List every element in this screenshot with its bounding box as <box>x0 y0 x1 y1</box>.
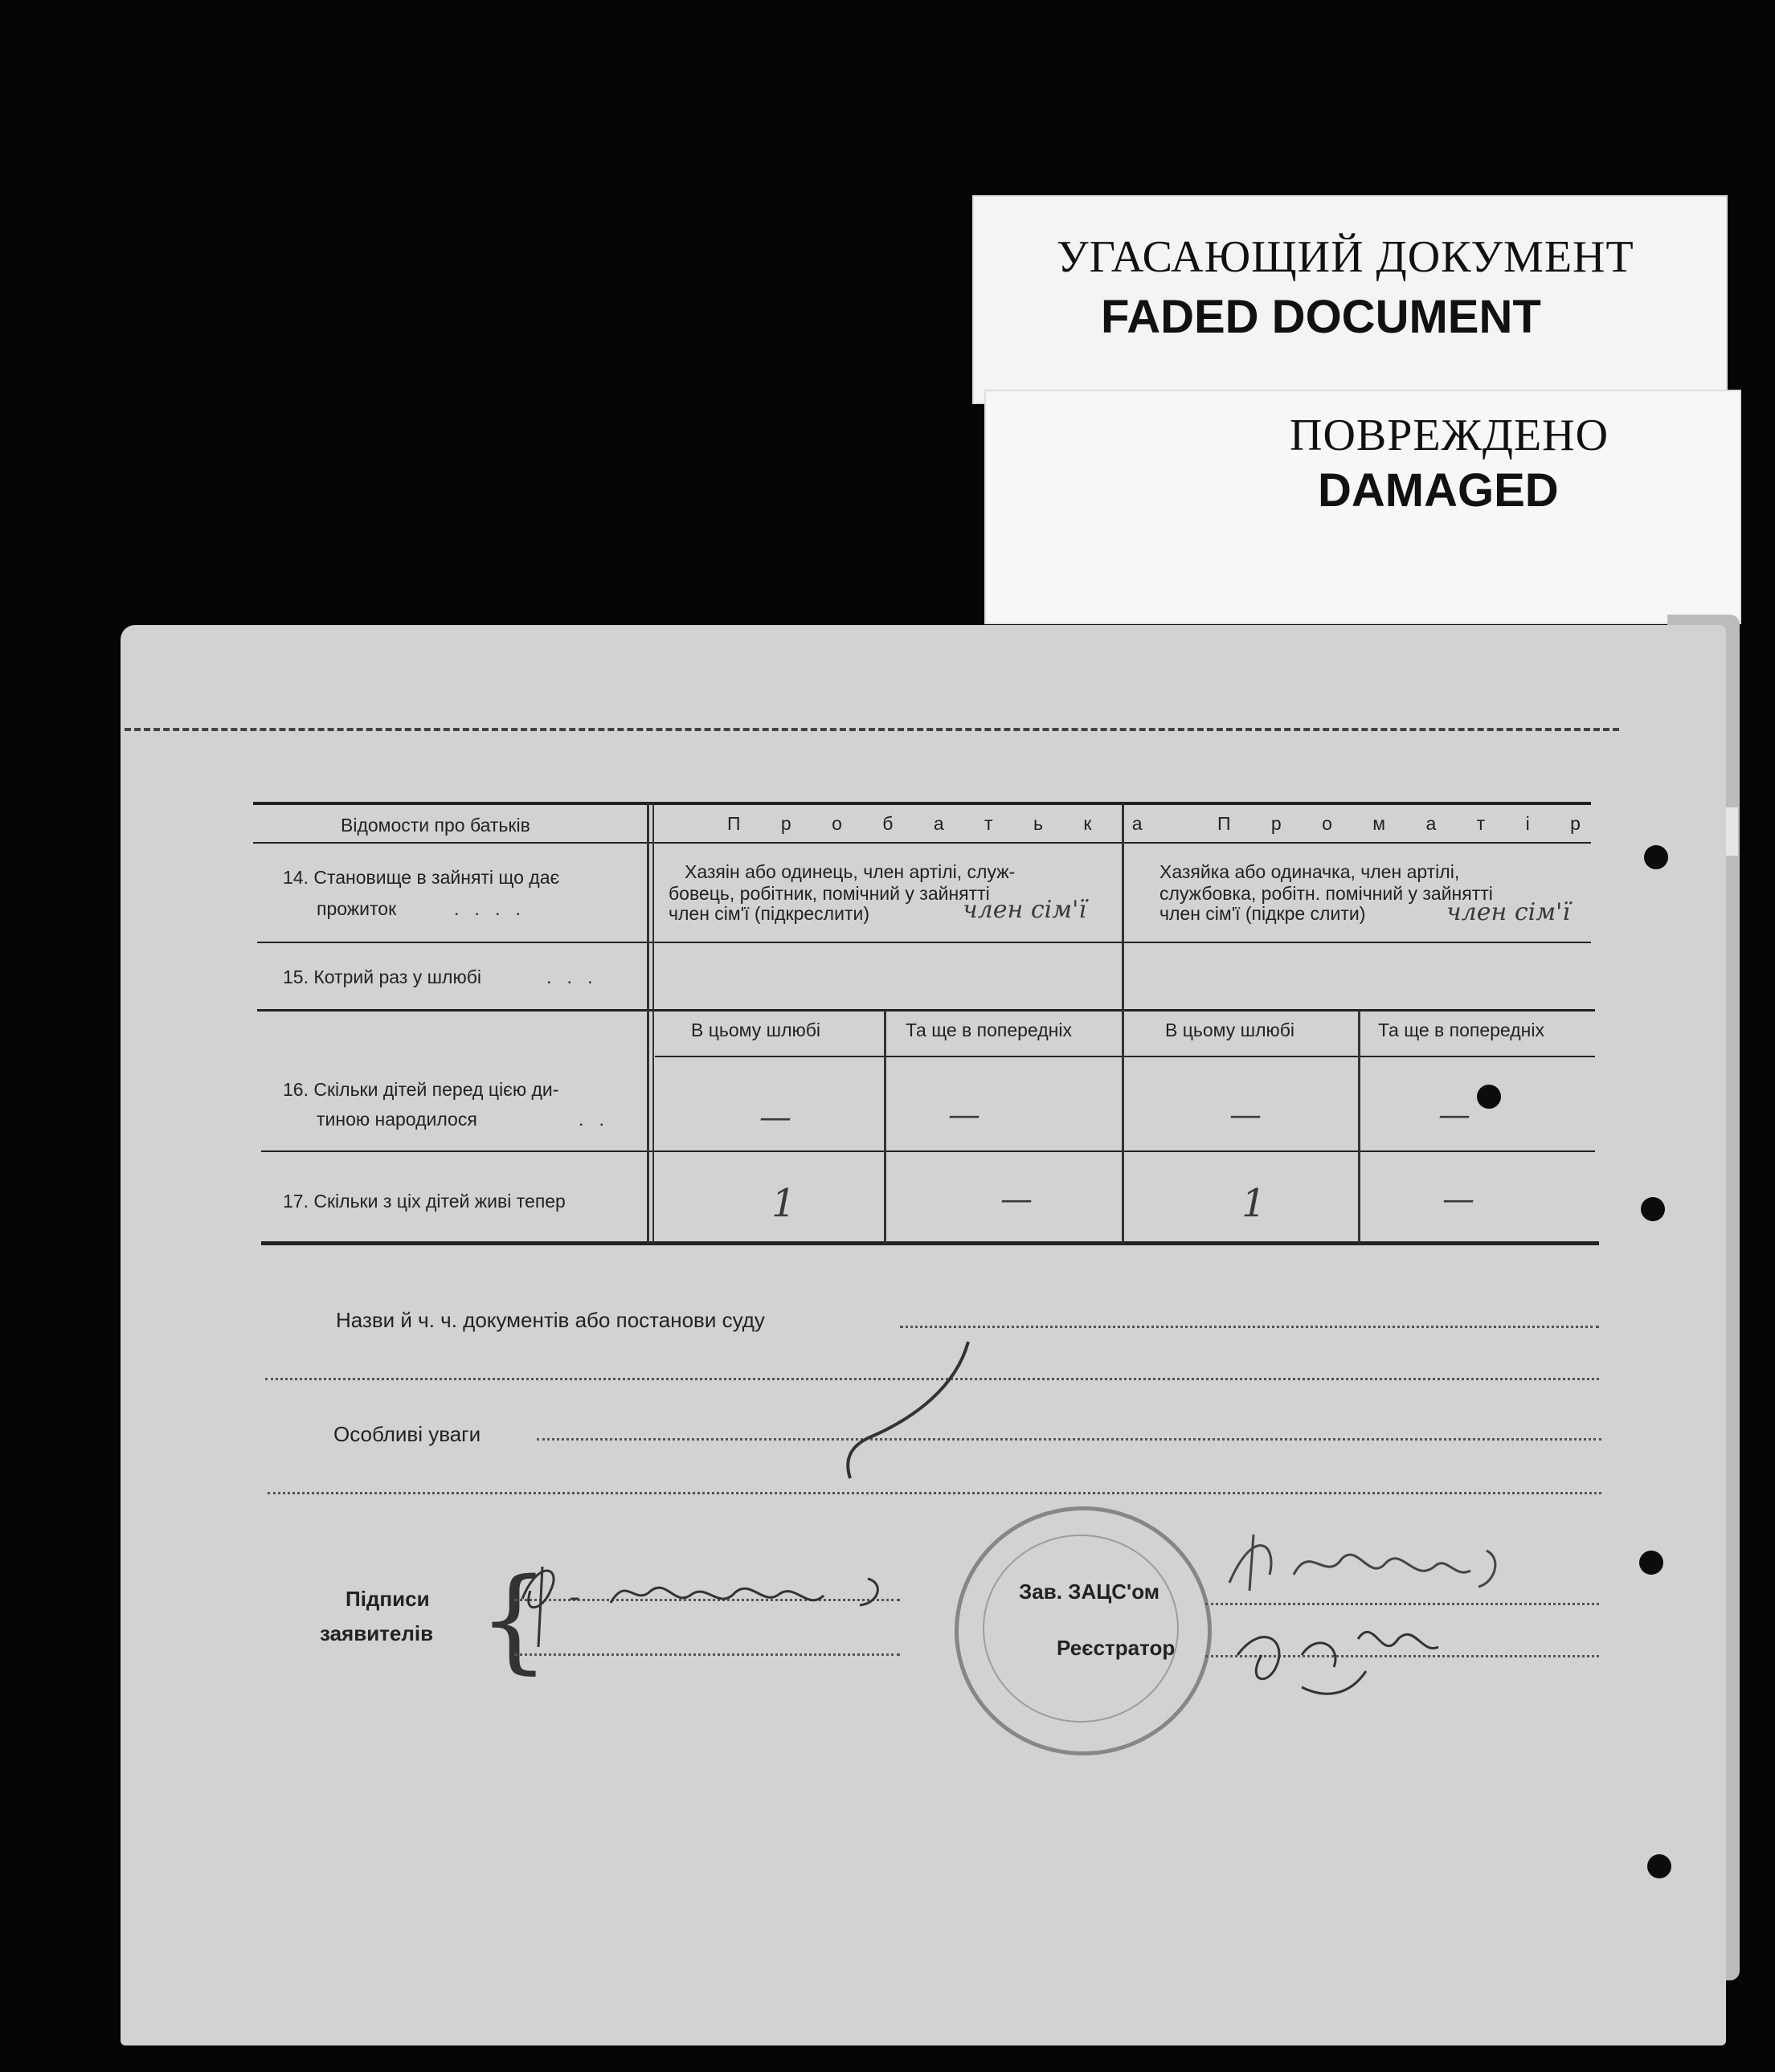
faded-document-notice <box>972 195 1728 404</box>
header-about-father: П р о б а т ь к а <box>727 813 1160 834</box>
row14-father-line3: член сім'ї (підкреслити) <box>669 903 869 924</box>
subheader-mother-previous: Та ще в попередніх <box>1378 1020 1544 1040</box>
punch-hole <box>1647 1854 1671 1878</box>
table-bottom-rule <box>261 1241 1599 1245</box>
documents-label: Назви й ч. ч. документів або постанови суду <box>336 1308 765 1332</box>
row17-value-father-prev: — <box>1000 1181 1033 1218</box>
official-seal <box>955 1506 1212 1755</box>
table-column-line <box>884 1011 886 1244</box>
tear-line <box>125 728 1619 731</box>
punch-hole <box>1639 1551 1663 1575</box>
damaged-notice-ru: ПОВРЕЖДЕНО <box>1290 411 1609 460</box>
punch-hole <box>1644 845 1668 869</box>
row17-value-mother-this: 1 <box>1241 1181 1266 1226</box>
row16-value-mother-prev: — <box>1438 1097 1470 1134</box>
row14-label-line1: 14. Становище в зайняті що дає <box>283 867 560 888</box>
row17-value-mother-prev: — <box>1442 1181 1474 1218</box>
row14-father-line2: бовець, робітник, помічний у зайнятті <box>669 883 990 904</box>
document-sheet <box>121 625 1726 2045</box>
zags-head-label: Зав. ЗАЦС'ом <box>1019 1580 1159 1604</box>
brace-symbol: { <box>478 1555 550 1686</box>
header-about-mother: П р о м а т і р <box>1217 813 1598 834</box>
faded-notice-ru: УГАСАЮЩИЙ ДОКУМЕНТ <box>1057 232 1634 282</box>
row16-value-mother-this: — <box>1229 1097 1262 1134</box>
punch-hole <box>1641 1197 1665 1221</box>
row15-leader-dots: . . . <box>546 967 593 987</box>
table-row-rule <box>261 1150 1595 1152</box>
table-column-line <box>647 803 649 1244</box>
row16-label-line2: тиною народилося <box>317 1109 477 1130</box>
table-column-line <box>652 803 654 1244</box>
row16-value-father-this: — <box>759 1099 791 1136</box>
table-subheader-rule <box>655 1056 1595 1057</box>
applicants-signature-label-2: заявителів <box>320 1621 434 1645</box>
row14-mother-line2: службовка, робітн. помічний у зайнятті <box>1159 883 1493 904</box>
subheader-father-this-marriage: В цьому шлюбі <box>691 1020 821 1040</box>
row14-mother-line3: член сім'ї (підкре слити) <box>1159 903 1366 924</box>
row16-leader-dots: . . <box>579 1109 604 1130</box>
remarks-line <box>537 1438 1601 1441</box>
applicant-signature <box>506 1543 956 1655</box>
table-top-rule <box>253 802 1591 805</box>
table-row-rule <box>257 942 1591 943</box>
damaged-notice-en: DAMAGED <box>1318 464 1559 517</box>
subheader-father-previous: Та ще в попередніх <box>906 1020 1072 1040</box>
head-registrar-signatures <box>1205 1494 1575 1703</box>
header-parents-info: Відомости про батьків <box>341 815 530 836</box>
documents-line <box>900 1326 1599 1328</box>
punch-hole <box>1477 1085 1501 1109</box>
row14-label-line2: прожиток <box>317 898 397 919</box>
row14-mother-hw-text: член сім'ї <box>1446 898 1570 926</box>
remarks-label: Особливі уваги <box>333 1422 481 1446</box>
row14-mother-line1: Хазяйка або одиначка, член артілі, <box>1159 861 1460 882</box>
applicants-signature-label-1: Підписи <box>346 1587 430 1611</box>
row14-leader-dots: . . . . <box>454 898 521 919</box>
table-column-line <box>1358 1011 1360 1244</box>
damaged-notice <box>984 390 1741 624</box>
row14-father-hw-text: член сім'ї <box>963 896 1086 924</box>
row14-father-handwriting <box>963 896 1086 924</box>
table-column-line <box>1122 803 1124 1244</box>
row16-value-father-prev: — <box>948 1097 980 1134</box>
strike-slash-mark <box>836 1338 980 1482</box>
faded-notice-en: FADED DOCUMENT <box>1101 291 1541 343</box>
row14-father-line1: Хазяін або одинець, член артілі, служ- <box>685 861 1016 882</box>
row17-label: 17. Скільки з ціх дітей живі тепер <box>283 1191 566 1212</box>
registrar-label: Реєстратор <box>1057 1636 1176 1660</box>
subheader-mother-this-marriage: В цьому шлюбі <box>1165 1020 1295 1040</box>
table-row-rule <box>257 1009 1595 1011</box>
table-header-rule <box>253 842 1591 844</box>
row14-mother-handwriting <box>1446 898 1570 926</box>
row17-value-father-this: 1 <box>771 1181 796 1226</box>
row16-label-line1: 16. Скільки дітей перед цією ди- <box>283 1079 559 1100</box>
row15-label: 15. Котрий раз у шлюбі <box>283 967 482 987</box>
